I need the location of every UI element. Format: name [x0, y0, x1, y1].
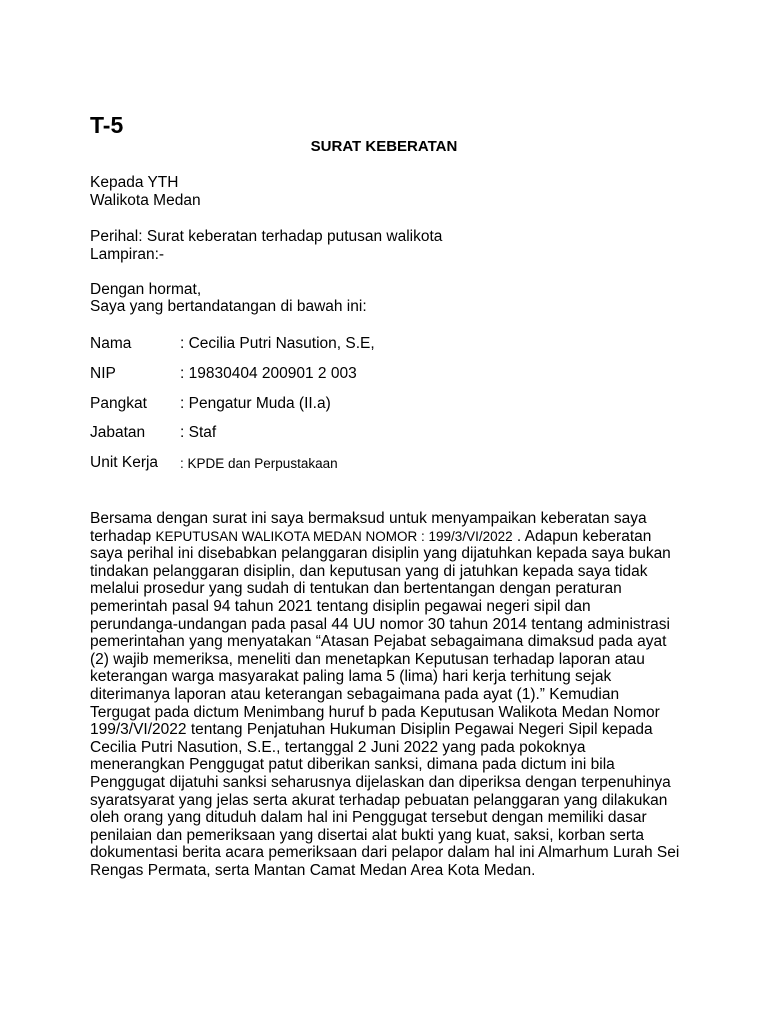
field-value-jabatan: : Staf — [180, 424, 217, 441]
body-paragraph — [90, 510, 680, 879]
field-label-jabatan: Jabatan — [90, 424, 146, 441]
recipient-line-1: Kepada YTH — [90, 174, 179, 191]
field-label-unit-kerja: Unit Kerja — [90, 454, 159, 471]
body-text-part-1: Bersama dengan surat ini saya bermaksud untuk menyampaikan keberatan saya terhadap — [90, 510, 647, 545]
recipient-line-2: Walikota Medan — [90, 192, 201, 209]
document-title: SURAT KEBERATAN — [310, 138, 458, 155]
field-value-nama: : Cecilia Putri Nasution, S.E, — [180, 335, 375, 352]
attachment-line: Lampiran:- — [90, 246, 165, 263]
subject-line: Perihal: Surat keberatan terhadap putusan walikota — [90, 228, 443, 245]
field-label-nip: NIP — [90, 365, 116, 382]
intro-line: Saya yang bertandatangan di bawah ini: — [90, 298, 367, 315]
field-value-pangkat: : Pengatur Muda (II.a) — [180, 395, 331, 412]
field-value-nip: : 19830404 200901 2 003 — [180, 365, 357, 382]
field-value-unit-kerja: : KPDE dan Perpustakaan — [180, 456, 338, 471]
document-code: T-5 — [90, 112, 124, 138]
decree-reference: KEPUTUSAN WALIKOTA MEDAN NOMOR : 199/3/VI/2022 — [155, 528, 513, 544]
field-label-nama: Nama — [90, 335, 132, 352]
body-text-part-2: . Adapun keberatan saya perihal ini disebabkan pelanggaran disiplin yang dijatuhkan kepada saya bukan tindakan pelanggaran disiplin, dan keputusan yang di jatuhkan kepada saya tidak melalui prosedur yang sudah di tentukan dan bertentangan dengan peraturan pemerintah pasal 94 tahun 2021 tentang disiplin pegawai negeri sipil dan perundanga-undangan pada pasal 44 UU nomor 30 tahun 2014 tentang administrasi pemerintahan yang menyatakan “Atasan Pejabat sebagaimana dimaksud pada ayat (2) wajib memeriksa, meneliti dan menetapkan Keputusan terhadap laporan atau keterangan warga masyarakat paling lama 5 (lima) hari kerja terhitung sejak diterimanya laporan atau keterangan sebagaimana pada ayat (1).” Kemudian Tergugat pada dictum Menimbang huruf b pada Keputusan Walikota Medan Nomor 199/3/VI/2022 tentang Penjatuhan Hukuman Disiplin Pegawai Negeri Sipil kepada Cecilia Putri Nasution, S.E., tertanggal 2 Juni 2022 yang pada pokoknya menerangkan Penggugat patut diberikan sanksi, dimana pada dictum ini bila Penggugat dijatuhi sanksi seharusnya dijelaskan dan diperiksa dengan terpenuhinya syaratsyarat yang jelas serta akurat terhadap pebuatan pelanggaran yang dilakukan oleh orang yang dituduh dalam hal ini Penggugat tersebut dengan memiliki dasar penilaian dan pemeriksaan yang disertai alat bukti yang kuat, saksi, korban serta dokumentasi berita acara pemeriksaan dari pelapor dalam hal ini Almarhum Lurah Sei Rengas Permata, serta Mantan Camat Medan Area Kota Medan. — [90, 527, 680, 879]
greeting-line: Dengan hormat, — [90, 281, 202, 298]
field-label-pangkat: Pangkat — [90, 395, 147, 412]
